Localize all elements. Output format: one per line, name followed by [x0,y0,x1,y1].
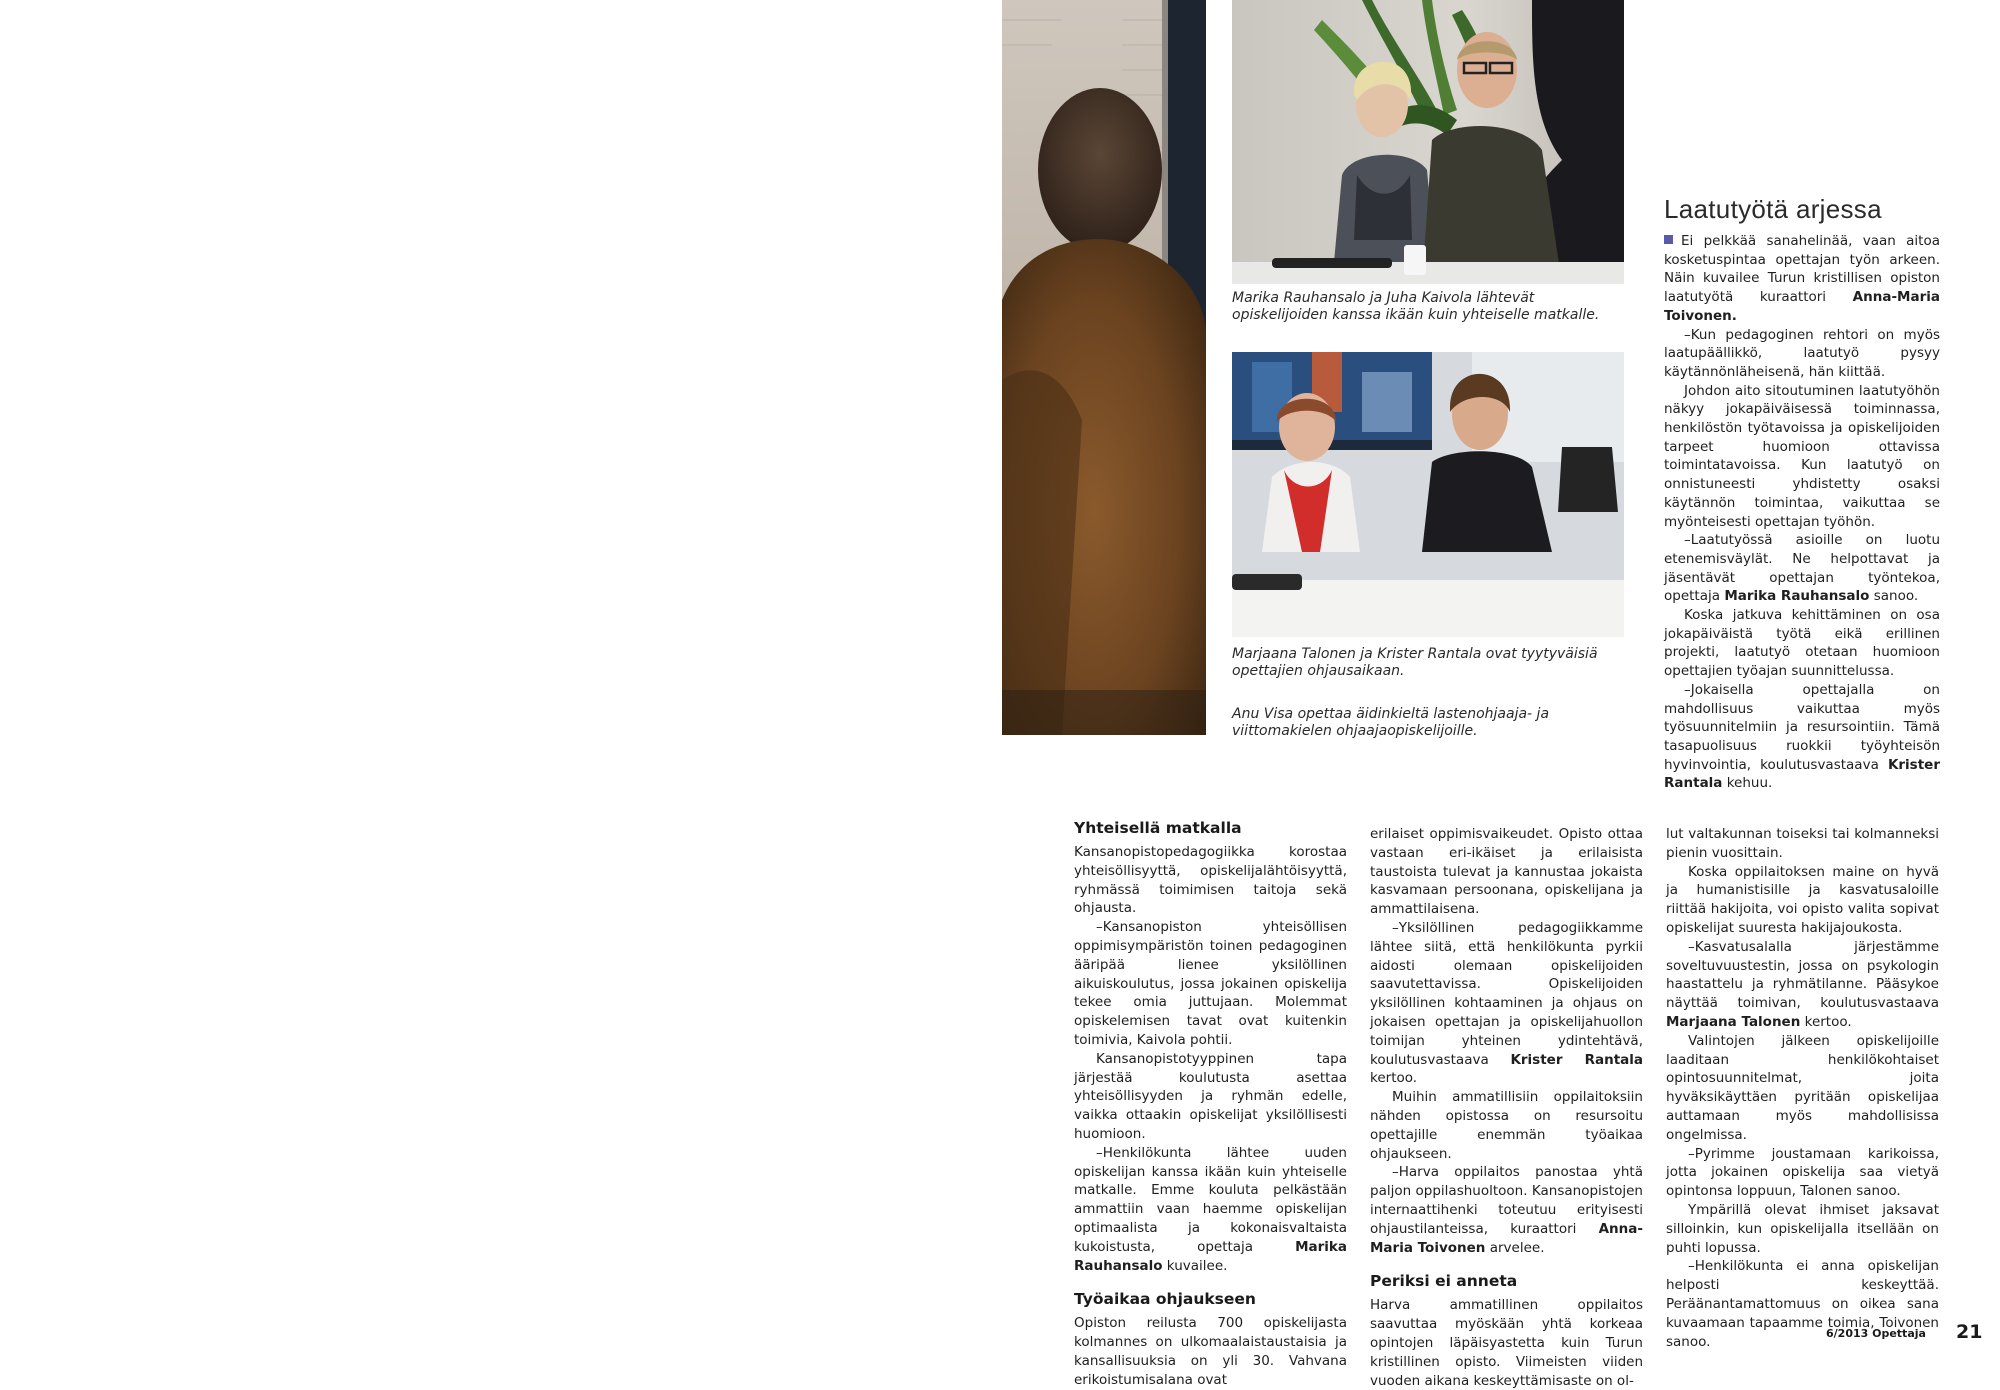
article-paragraph: –Kasvatusalalla järjestämme soveltuvuustestin, jossa on psykologin haastattelu ja ryhmätilanne. Pääsykoe näyttää toimivan, koulutusvastaava Marjaana Talonen kertoo. [1666,938,1939,1030]
sidebar-paragraph: –Jokaisella opettajalla on mahdollisuus vaikuttaa myös työsuunnitelmiin ja resursointiin. Tämä tasapuolisuus ruokkii työyhteisön hyvinvointia, koulutusvastaava Krister Rantala kehuu. [1664,681,1940,792]
article-paragraph: –Kansanopiston yhteisöllisen oppimisympäristön toinen pedagoginen ääripää lienee yksilöllinen aikuiskoulutus, jossa jokainen opiskelija tekee omia juttujaan. Molemmat opiskelemisen tavat ovat kuitenkin toimivia, Kaivola pohtii. [1074,919,1347,1048]
article-column-1 [1074,818,1347,1390]
article-paragraph: Valintojen jälkeen opiskelijoille laaditaan henkilökohtaiset opintosuunnitelmat, joita hyväksikäyttäen pyritään opiskelijaa auttamaan myös mahdollisissa ongelmissa. [1666,1032,1939,1143]
article-paragraph: Kansanopistotyyppinen tapa järjestää koulutusta asettaa yhteisöllisyyden ja ryhmän edelle, vaikka ottaakin opiskelijat yksilöllisesti huomioon. [1074,1050,1347,1142]
photo-teacher-from-behind [1002,0,1206,735]
page-number: 21 [1956,1321,1983,1343]
article-paragraph: Ympärillä olevat ihmiset jaksavat silloinkin, kun opiskelijalla itsellään on puhti lopussa. [1666,1201,1939,1256]
article-paragraph: Opiston reilusta 700 opiskelijasta kolmannes on ulkomaalaistaustaisia ja kansallisuuksia on yli 30. Vahvana erikoistumisalana ovat [1074,1315,1347,1388]
article-paragraph: erilaiset oppimisvaikeudet. Opisto ottaa vastaan eri-ikäiset ja erilaisista taustoista tulevat ja kannustaa jokaista kasvamaan persoonana, opiskelijana ja ammattilaisena. [1370,826,1643,918]
section-heading: Työaikaa ohjaukseen [1074,1290,1256,1309]
article-paragraph: Koska oppilaitoksen maine on hyvä ja humanistisille ja kasvatusaloille riittää hakijoita, voi opisto valita sopivat opiskelijat suuresta hakijajoukosta. [1666,863,1939,936]
sidebar-paragraph: Johdon aito sitoutuminen laatutyöhön näkyy jokapäiväisessä toiminnassa, henkilöstön työtavoissa ja opiskelijoiden tarpeet huomioon ottavissa toimintatavoissa. Kun laatutyö on onnistuneesti yhdistetty osaksi käytännön toimintaa, vaikuttaa se myönteisesti opettajan työhön. [1664,382,1940,530]
caption-photo-left: Anu Visa opettaa äidinkieltä lastenohjaaja- ja viittomakielen ohjaajaopiskelijoille. [1232,706,1550,739]
article-paragraph: –Henkilökunta ei anna opiskelijan helposti keskeyttää. Peräänantamattomuus on oikea sana kuvaamaan tapaamme toimia, Toivonen sanoo. [1666,1258,1939,1350]
article-paragraph: –Pyrimme joustamaan karikoissa, jotta jokainen opiskelija saa vietyä opintonsa loppuun, Talonen sanoo. [1666,1145,1939,1200]
article-column-3 [1666,825,1939,1351]
article-paragraph: –Yksilöllinen pedagogiikkamme lähtee siitä, että henkilökunta pyrkii aidosti olemaan opiskelijoiden saavutettavissa. Opiskelijoiden yksilöllinen kohtaaminen ja ohjaus on jokaisen opettajan ja opiskelijahuollon toimijan yhteinen ydintehtävä, koulutusvastaava Krister Rantala kertoo. [1370,919,1644,1087]
sidebar-paragraph: –Kun pedagoginen rehtori on myös laatupäällikkö, laatutyö pysyy käytännönläheisenä, hän kiittää. [1664,326,1940,380]
footer-issue: 6/2013 Opettaja [1826,1327,1926,1340]
article-paragraph: lut valtakunnan toiseksi tai kolmanneksi pienin vuosittain. [1666,826,1939,861]
bullet-square-icon [1664,235,1673,244]
section-heading: Yhteisellä matkalla [1074,819,1242,837]
caption-photo-top: Marika Rauhansalo ja Juha Kaivola lähtevät opiskelijoiden kanssa ikään kuin yhteiselle matkalle. [1232,290,1600,323]
sidebar-title: Laatutyötä arjessa [1664,194,1882,224]
sidebar-text [1664,232,1940,793]
article-column-2 [1370,825,1643,1390]
sidebar-paragraph: Ei pelkkää sanahelinää, vaan aitoa kosketuspintaa opettajan työn arkeen. Näin kuvailee Turun kristillisen opiston laatutyötä kuraattori Anna-Maria Toivonen. [1664,233,1940,324]
article-paragraph: Muihin ammatillisiin oppilaitoksiin nähden opistossa on resursoitu opettajille enemmän työaikaa ohjaukseen. [1370,1089,1643,1162]
article-paragraph: Harva ammatillinen oppilaitos saavuttaa myöskään yhtä korkeaa opintojen läpäisyastetta kuin Turun kristillinen opisto. Viimeisten viiden vuoden aikana keskeyttämisaste on ol- [1370,1297,1643,1389]
caption-photo-middle: Marjaana Talonen ja Krister Rantala ovat tyytyväisiä opettajien ohjausaikaan. [1232,646,1598,679]
photo-talonen-rantala [1232,352,1624,637]
photo-rauhansalo-kaivola [1232,0,1624,284]
article-paragraph: –Henkilökunta lähtee uuden opiskelijan kanssa ikään kuin yhteiselle matkalle. Emme kouluta pelkästään ammattiin vaan haemme opiskelijan optimaalista ja kokonaisvaltaista kukoistusta, opettaja Marika Rauhansalo kuvailee. [1074,1144,1347,1274]
sidebar-paragraph: Koska jatkuva kehittäminen on osa jokapäiväistä työtä eikä erillinen projekti, laatutyö otetaan huomioon opettajien työajan suunnittelussa. [1664,607,1940,680]
sidebar-paragraph: –Laatutyössä asioille on luotu etenemisväylät. Ne helpottavat ja jäsentävät opettajan työntekoa, opettaja Marika Rauhansalo sanoo. [1664,532,1940,605]
article-paragraph: Kansanopistopedagogiikka korostaa yhteisöllisyyttä, opiskelijalähtöisyyttä, ryhmässä toimimisen taitoja sekä ohjausta. [1074,844,1347,917]
article-paragraph: –Harva oppilaitos panostaa yhtä paljon oppilashuoltoon. Kansanopistojen internaattihenki toteutuu erityisesti ohjaustilanteissa, kuraattori Anna-Maria Toivonen arvelee. [1370,1164,1643,1256]
section-heading: Periksi ei anneta [1370,1272,1518,1291]
